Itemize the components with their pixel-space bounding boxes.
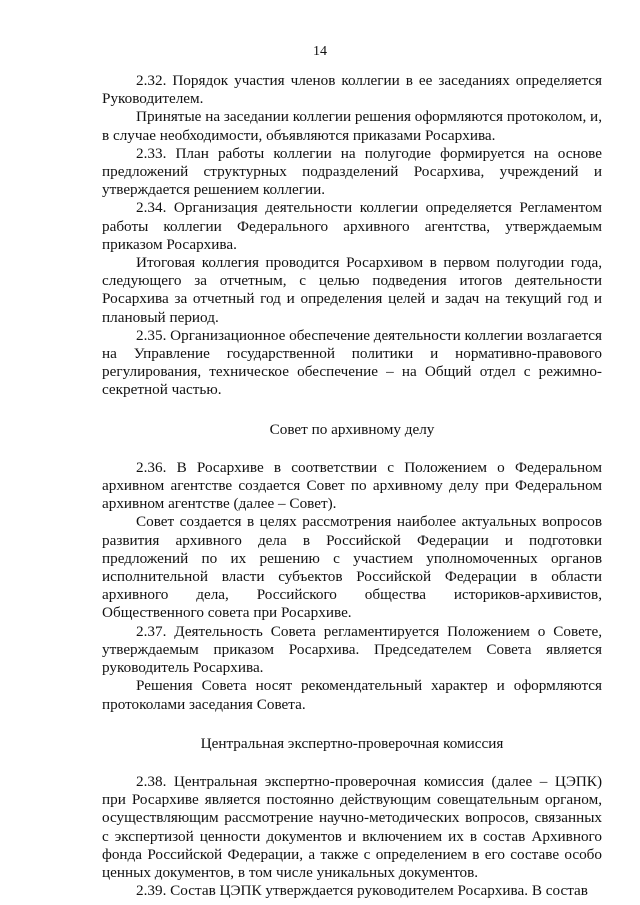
spacer — [102, 439, 602, 459]
paragraph: Решения Совета носят рекомендательный характер и оформляются протоколами заседания Совета. — [102, 677, 602, 713]
paragraph: 2.32. Порядок участия членов коллегии в ее заседаниях определяется Руководителем. — [102, 72, 602, 108]
paragraph: 2.35. Организационное обеспечение деятельности коллегии возлагается на Управление государственной политики и нормативно-правового регулирования, техническое обеспечение – на Общий отдел с режимно-секретной частью. — [102, 326, 602, 399]
paragraph: Принятые на заседании коллегии решения оформляются протоколом, и, в случае необходимости, объявляются приказами Росархива. — [102, 108, 602, 144]
paragraph: Совет создается в целях рассмотрения наиболее актуальных вопросов развития архивного дела в Российской Федерации и подготовки предложений по их решению с участием уполномоченных органов исполнительной власти субъектов Российской Федерации в области архивного дела, Российского общества историков-архивистов, Общественного совета при Росархиве. — [102, 513, 602, 622]
paragraph: 2.34. Организация деятельности коллегии определяется Регламентом работы коллегии Федерального архивного агентства, утверждаемым приказом Росархива. — [102, 199, 602, 253]
paragraph: 2.39. Состав ЦЭПК утверждается руководителем Росархива. В состав — [136, 882, 588, 900]
paragraph: 2.37. Деятельность Совета регламентируется Положением о Совете, утверждаемым приказом Росархива. Председателем Совета является руководитель Росархива. — [102, 622, 602, 677]
spacer — [102, 753, 602, 773]
section-heading: Центральная экспертно-проверочная комиссия — [200, 734, 504, 752]
section-heading: Совет по архивному делу — [269, 420, 435, 438]
paragraph: 2.33. План работы коллегии на полугодие формируется на основе предложений структурных подразделений Росархива, учреждений и утверждается решением коллегии. — [102, 144, 602, 199]
document-body — [102, 72, 602, 900]
paragraph: 2.36. В Росархиве в соответствии с Положением о Федеральном архивном агентстве создается Совет по архивному делу при Федеральном архивном агентстве (далее – Совет). — [102, 458, 602, 513]
spacer — [102, 400, 602, 421]
page-number: 14 — [313, 44, 327, 59]
paragraph: 2.38. Центральная экспертно-проверочная комиссия (далее – ЦЭПК) при Росархиве является постоянно действующим совещательным органом, осуществляющим рассмотрение научно-методических вопросов, связанных с экспертизой ценности документов и включением их в состав Архивного фонда Российской Федерации, а также с определением в его составе особо ценных документов, в том числе уникальных документов. — [102, 772, 602, 881]
paragraph: Итоговая коллегия проводится Росархивом в первом полугодии года, следующего за отчетным, с целью подведения итогов деятельности Росархива за отчетный год и определения целей и задач на текущий год и плановый период. — [102, 254, 602, 326]
spacer — [102, 714, 602, 735]
